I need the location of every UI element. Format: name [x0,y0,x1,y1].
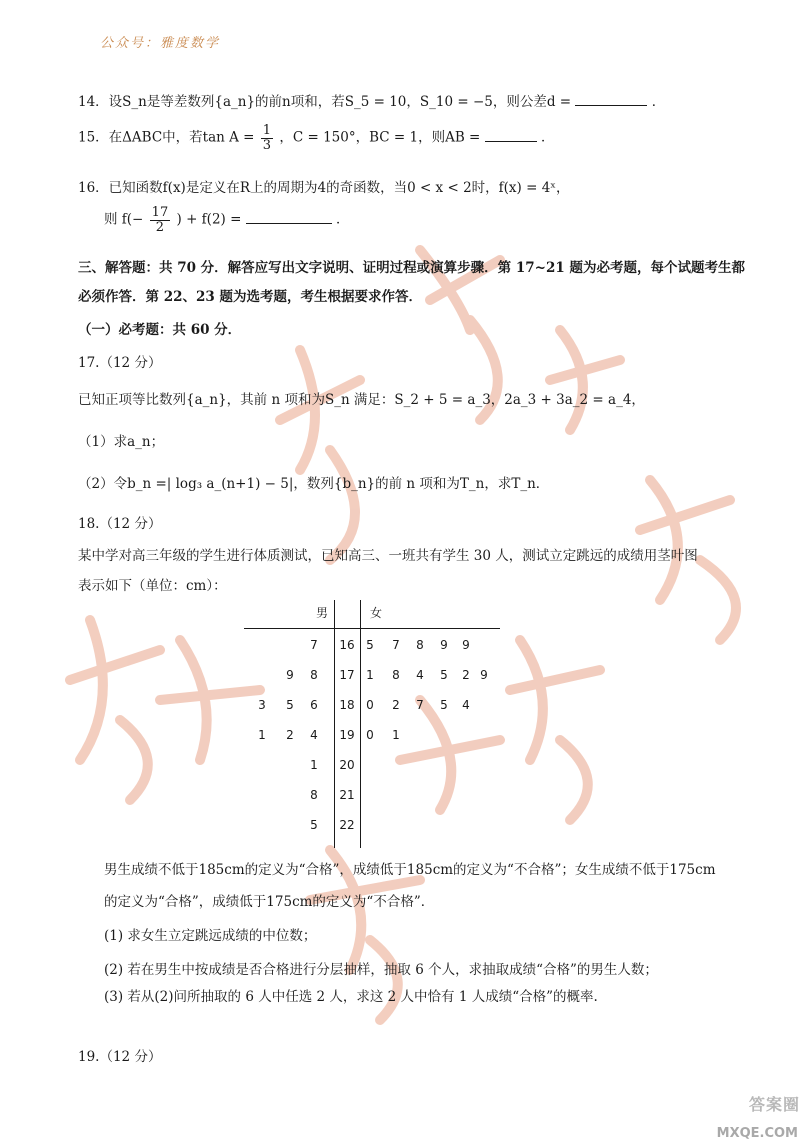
section3-line1: 三、解答题：共 70 分．解答应写出文字说明、证明过程或演算步骤．第 17~21 题为必考题，每个试题考生都 [78,260,745,276]
q18-definition-2: 的定义为“合格”，成绩低于175cm的定义为“不合格”． [104,894,435,910]
q15-answer-blank[interactable] [485,127,537,142]
stem-value: 19 [339,728,355,742]
q15-end: ． [540,129,555,146]
stem-value: 17 [339,668,355,682]
female-leaf: 1 [392,728,400,742]
female-leaf: 4 [416,668,424,682]
male-leaf: 2 [286,728,294,742]
q16-line2-prefix: 则 f(− [104,211,144,228]
female-leaf: 0 [366,728,374,742]
male-leaf: 6 [310,698,318,712]
stem-value: 18 [339,698,355,712]
q16-frac-num: 17 [151,205,169,220]
q16-fraction [150,206,171,234]
q17-head: 17.（12 分） [78,355,162,371]
q18-part1: (1) 求女生立定跳远成绩的中位数； [104,928,317,944]
female-label: 女 [370,606,383,620]
female-leaf: 5 [440,668,448,682]
q17-part1: （1）求a_n； [78,434,165,450]
q15-suffix: ，C = 150°，BC = 1，则AB = [279,129,481,146]
question-16-line1: 16．已知函数f(x)是定义在R上的周期为4的奇函数，当0 < x < 2时，f(x) = 4ˣ， [78,180,570,196]
female-leaf: 8 [392,668,400,682]
q17-stem: 已知正项等比数列{a_n}，其前 n 项和为S_n 满足：S_2 + 5 = a_3，2a_3 + 3a_2 = a_4， [78,392,645,408]
male-leaf: 1 [258,728,266,742]
female-leaf: 2 [392,698,400,712]
male-leaf: 5 [286,698,294,712]
female-leaf: 1 [366,668,374,682]
corner-site-text: MXQE.COM [716,1126,798,1141]
female-leaf: 2 [462,668,470,682]
q16-end: ． [336,211,350,228]
stem-value: 22 [339,818,355,832]
q16-answer-blank[interactable] [246,209,332,224]
female-leaf: 5 [366,638,374,652]
stem-value: 20 [339,758,355,772]
q16-line2-suffix: ) + f(2) = [176,211,242,228]
female-leaf: 0 [366,698,374,712]
q14-end: ． [651,94,666,110]
female-leaf: 9 [440,638,448,652]
female-leaf: 7 [416,698,424,712]
q19-head: 19.（12 分） [78,1049,162,1065]
q15-prefix: 15．在ΔABC中，若tan A = [78,129,255,146]
stem-leaf-left-rule [334,600,335,848]
male-label: 男 [316,606,329,620]
female-leaf: 8 [416,638,424,652]
stem-value: 16 [339,638,355,652]
male-leaf: 7 [310,638,318,652]
male-leaf: 1 [310,758,318,772]
stem-leaf-horizontal-rule [244,628,500,629]
q15-frac-den: 3 [262,137,272,153]
female-leaf: 7 [392,638,400,652]
male-leaf: 9 [286,668,294,682]
header-brand: 公众号：雅度数学 [100,36,221,51]
section3-line2: 必须作答．第 22、23 题为选考题，考生根据要求作答． [78,289,422,305]
q18-stem2: 表示如下（单位：cm）： [78,578,227,594]
q15-fraction [261,124,273,152]
female-leaf: 9 [480,668,488,682]
female-leaf: 5 [440,698,448,712]
question-16-line2 [104,206,350,234]
male-leaf: 8 [310,668,318,682]
q14-text: 14．设S_n是等差数列{a_n}的前n项和，若S_5 = 10，S_10 = −5，则公差d = [78,94,572,110]
male-leaf: 4 [310,728,318,742]
q14-answer-blank[interactable] [575,91,647,106]
stem-leaf-plot [244,600,500,850]
q18-part2: (2) 若在男生中按成绩是否合格进行分层抽样，抽取 6 个人，求抽取成绩“合格”的男生人数； [104,962,658,978]
q18-part3: (3) 若从(2)问所抽取的 6 人中任选 2 人，求这 2 人中恰有 1 人成绩“合格”的概率. [104,989,598,1005]
q18-definition-1: 男生成绩不低于185cm的定义为“合格”，成绩低于185cm的定义为“不合格”；女生成绩不低于175cm [104,862,716,878]
male-leaf: 5 [310,818,318,832]
male-leaf: 3 [258,698,266,712]
stem-value: 21 [339,788,355,802]
question-15 [78,124,554,152]
q18-head: 18.（12 分） [78,516,162,532]
section3-required: （一）必考题：共 60 分． [78,322,242,338]
male-leaf: 8 [310,788,318,802]
question-14 [78,90,665,110]
q17-part2: （2）令b_n =| log₃ a_(n+1) − 5|，数列{b_n}的前 n 项和为T_n，求T_n． [78,476,550,492]
q16-frac-den: 2 [155,219,165,235]
q18-stem1: 某中学对高三年级的学生进行体质测试，已知高三、一班共有学生 30 人，测试立定跳远的成绩用茎叶图 [78,548,698,564]
female-leaf: 9 [462,638,470,652]
corner-logo-text: 答案圈 [748,1095,800,1114]
female-leaf: 4 [462,698,470,712]
q15-frac-num: 1 [262,123,272,138]
